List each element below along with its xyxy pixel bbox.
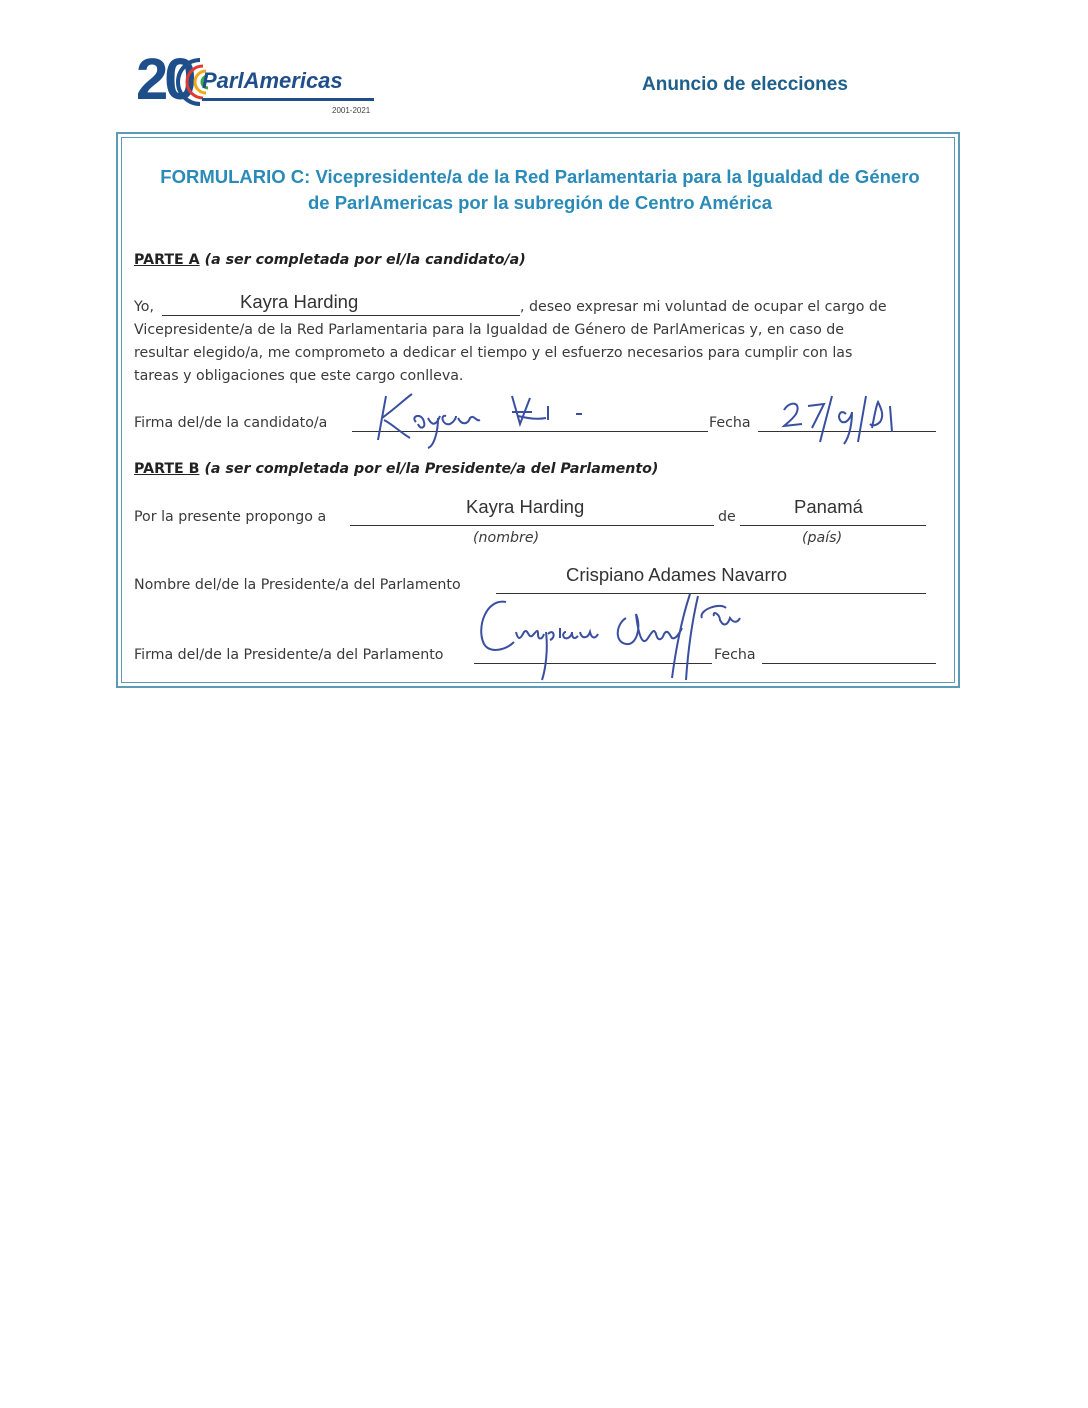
- proposed-name-value: Kayra Harding: [466, 496, 585, 517]
- part-b-note: (a ser completada por el/la Presidente/a del Parlamento): [204, 461, 659, 477]
- candidate-signature-label: Firma del/de la candidato/a: [134, 415, 328, 431]
- part-b-label: PARTE B: [134, 461, 200, 477]
- form-title-line2: de ParlAmericas por la subregión de Centro América: [307, 192, 773, 213]
- form-frame: [116, 132, 960, 688]
- proposed-name-line: [350, 525, 714, 526]
- name-caption: (nombre): [473, 530, 540, 546]
- president-signature-label: Firma del/de la Presidente/a del Parlamento: [134, 647, 444, 663]
- statement-line4: tareas y obligaciones que este cargo conlleva.: [134, 368, 464, 384]
- statement-line1: , deseo expresar mi voluntad de ocupar el cargo de: [520, 299, 887, 315]
- president-name-label: Nombre del/de la Presidente/a del Parlamento: [134, 577, 461, 593]
- logo-brand-name: ParlAmericas: [202, 68, 343, 93]
- form-title-line1: FORMULARIO C: Vicepresidente/a de la Red Parlamentaria para la Igualdad de Género: [160, 166, 920, 187]
- logo-anniversary-number: 20: [136, 47, 193, 112]
- country-line: [740, 525, 926, 526]
- president-date-line: [762, 663, 936, 664]
- statement-line2: Vicepresidente/a de la Red Parlamentaria para la Igualdad de Género de ParlAmericas y, en caso de: [134, 322, 844, 338]
- parlamericas-logo: [136, 47, 381, 122]
- statement-line3: resultar elegido/a, me comprometo a dedicar el tiempo y el esfuerzo necesarios para cumplir con las: [134, 345, 853, 361]
- logo-underline: [202, 98, 374, 101]
- de-label: de: [718, 509, 736, 525]
- candidate-date-handwriting-icon: [780, 392, 920, 448]
- candidate-signature-icon: [376, 388, 616, 448]
- form-title: [118, 164, 962, 216]
- yo-label: Yo,: [134, 299, 154, 315]
- candidate-name-line: [162, 315, 520, 316]
- country-value: Panamá: [794, 496, 863, 517]
- country-caption: (país): [802, 530, 843, 546]
- president-date-label: Fecha: [714, 647, 756, 663]
- logo-years: 2001-2021: [332, 106, 371, 115]
- part-b-heading: [134, 461, 658, 477]
- president-name-value: Crispiano Adames Navarro: [566, 564, 788, 585]
- part-a-heading: [134, 252, 526, 268]
- president-signature-icon: [476, 588, 766, 684]
- announcement-heading: Anuncio de elecciones: [642, 74, 848, 95]
- candidate-date-label: Fecha: [709, 415, 751, 431]
- part-a-note: (a ser completada por el/la candidato/a): [204, 252, 526, 268]
- propose-label: Por la presente propongo a: [134, 509, 327, 525]
- part-a-label: PARTE A: [134, 252, 200, 268]
- candidate-name-value: Kayra Harding: [240, 291, 359, 312]
